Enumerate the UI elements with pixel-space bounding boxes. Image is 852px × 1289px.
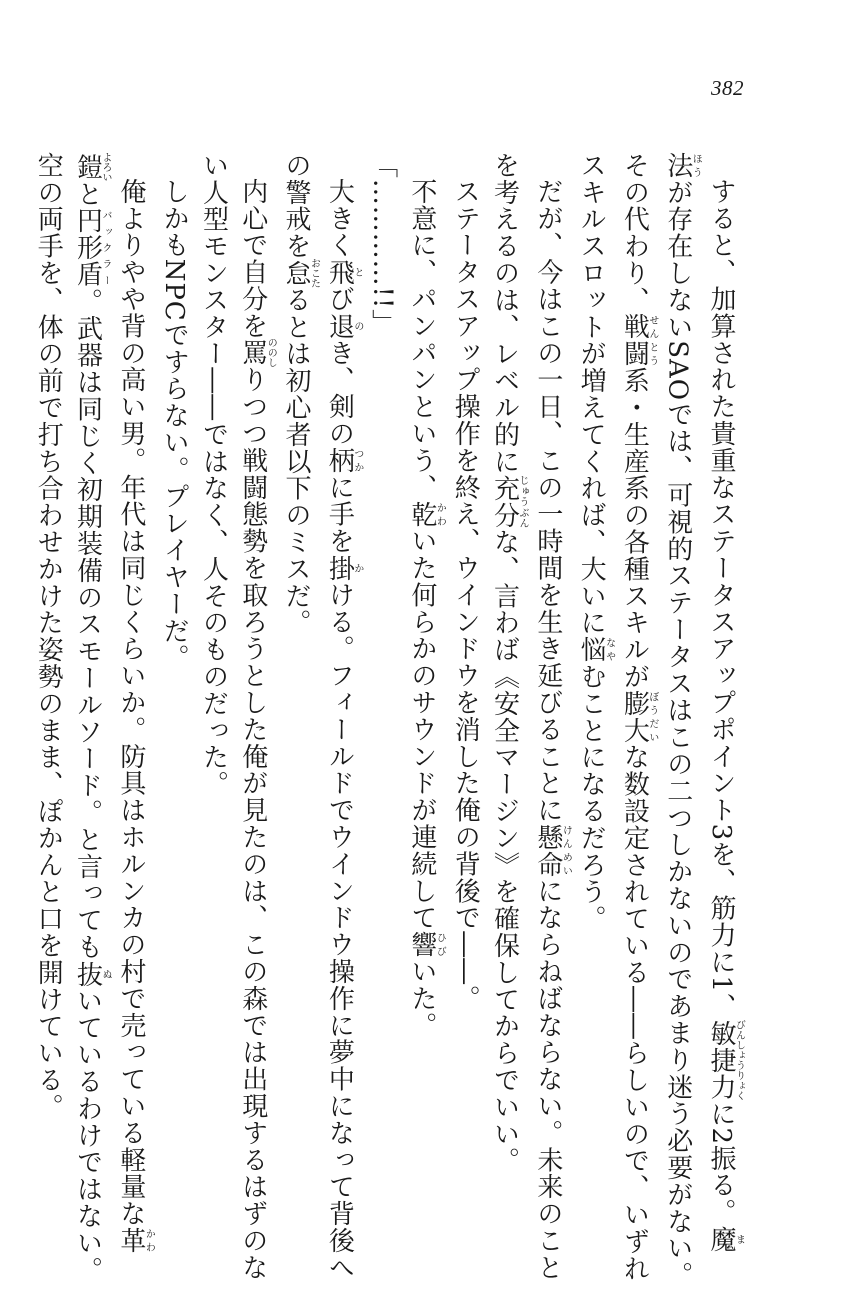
- ruby-annotation: かわ: [434, 500, 446, 528]
- ruby-annotation: か: [351, 554, 363, 582]
- text-line-7: ステータスアップ操作を終え、ウインドウを消した俺の背後で――。: [450, 178, 481, 1012]
- ruby-annotation: ぬ: [100, 960, 112, 988]
- ruby-annotation: ぼうだい: [646, 690, 658, 744]
- text-line-14: しかもNPCですらない。プレイヤーだ。: [159, 178, 190, 672]
- text-line-11: の警戒を怠おこたるとは初心者以下のミスだ。: [281, 152, 320, 637]
- ruby-annotation: おこた: [308, 258, 320, 289]
- text-line-10: 大きく飛とび退のき、剣の柄つかに手を掛かける。フィールドでウインドウ操作に夢中になって背後へ: [324, 178, 363, 1281]
- ruby-annotation: と: [351, 258, 363, 286]
- ruby-annotation: かわ: [143, 1227, 155, 1254]
- text-line-9: 「…………!!」: [367, 152, 398, 337]
- ruby-annotation: ほう: [690, 152, 702, 179]
- ruby-annotation: の: [351, 312, 363, 340]
- text-line-4: スキルスロットが増えてくれば、大いに悩なやむことになるだろう。: [576, 152, 615, 933]
- page-number: 382: [711, 76, 744, 100]
- text-line-1: すると、加算された貴重なステータスアップポイント3を、筋力に1、敏捷力びんしょうりょくに2振る。魔ま: [706, 178, 745, 1253]
- ruby-annotation: せんとう: [646, 313, 658, 368]
- ruby-annotation: じゅうぶん: [517, 474, 529, 529]
- ruby-annotation: びんしょうりょく: [733, 1019, 745, 1101]
- text-line-12: 内心で自分を罵ののしりつつ戦闘態勢を取ろうとした俺が見たのは、この森では出現するはずのな: [237, 178, 277, 1281]
- ruby-annotation: けんめい: [560, 823, 572, 878]
- text-line-17: 空の両手を、体の前で打ち合わせかけた姿勢のまま、ぽかんと口を開けている。: [33, 152, 64, 1121]
- text-line-8: 不意に、パンパンという、乾かわいた何らかのサウンドが連続して響ひびいた。: [406, 178, 446, 1039]
- ruby-annotation: バックラー: [100, 207, 112, 289]
- ruby-annotation: よろい: [100, 152, 112, 182]
- ruby-annotation: ま: [733, 1225, 745, 1253]
- ruby-annotation: ののし: [265, 337, 277, 368]
- text-line-6: を考えるのは、レベル的に充分じゅうぶんな、言わば《安全マージン》を確保してからでいい。: [489, 152, 529, 1175]
- text-line-13: い人型モンスター――ではなく、人そのものだった。: [198, 152, 229, 798]
- text-line-5: だが、今はこの一日、この一時間を生き延びることに懸命けんめいにならねばならない。未来のこと: [532, 178, 572, 1281]
- text-line-3: その代わり、戦闘せんとう系・生産系の各種スキルが膨大ぼうだいな数設定されている――らしいので、いずれ: [619, 152, 658, 1282]
- ruby-annotation: つか: [351, 447, 363, 474]
- text-line-2: 法ほうが存在しないSAOでは、可視的ステータスはこの二つしかないのであまり迷う必要がない。: [662, 152, 702, 1289]
- text-line-16: 鎧よろいと円形盾バックラー。武器は同じく初期装備のスモールソード。と言っても抜ぬいているわけではない。: [72, 152, 112, 1284]
- ruby-annotation: なや: [603, 636, 615, 664]
- text-line-15: 俺よりやや背の高い男。年代は同じくらいか。防具はホルンカの村で売っている軽量な革かわ: [115, 178, 155, 1255]
- ruby-annotation: ひび: [434, 931, 446, 959]
- novel-text-body: [33, 152, 745, 1289]
